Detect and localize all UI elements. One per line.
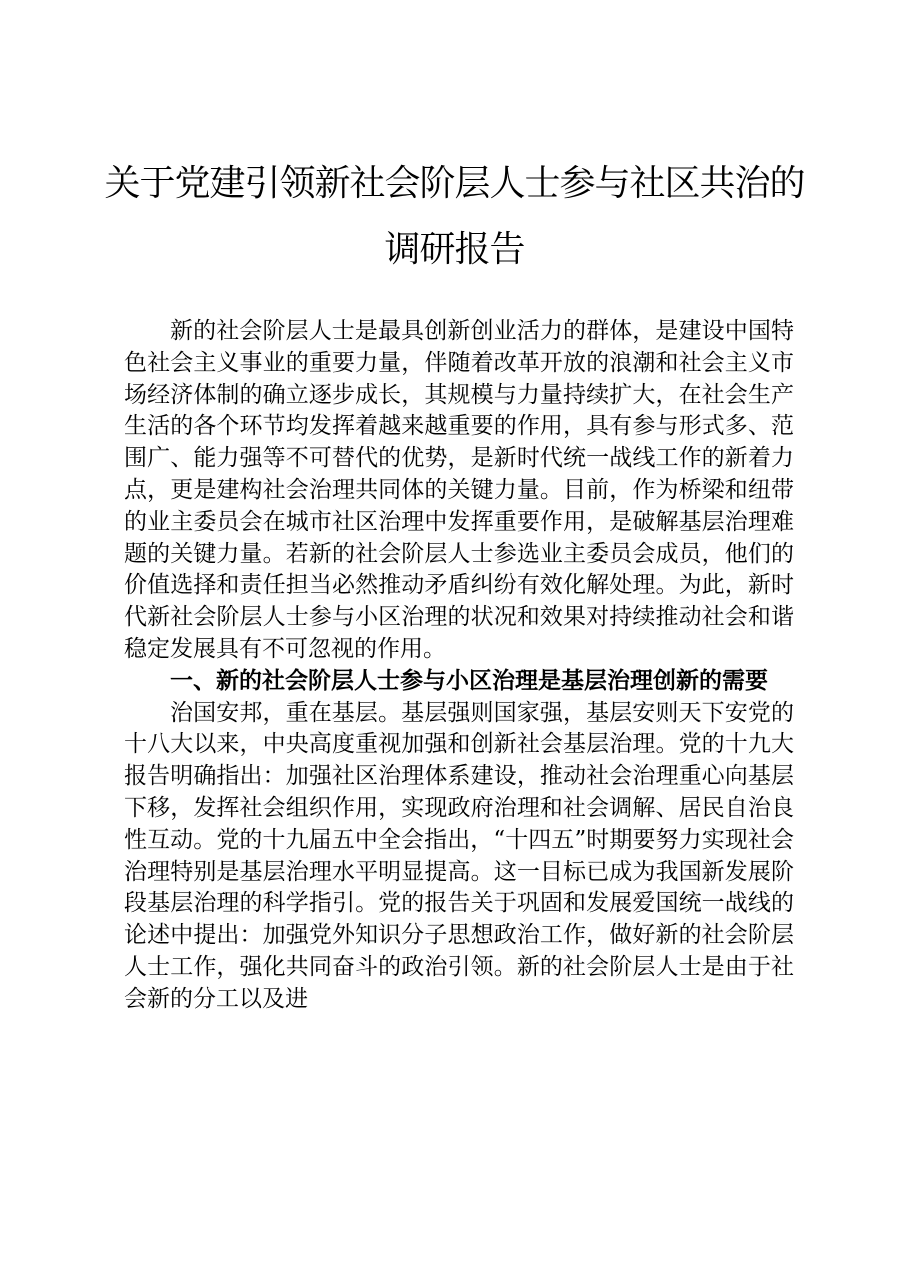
document-title-line-1: 关于党建引领新社会阶层人士参与社区共治的 — [104, 163, 805, 204]
body-paragraph-1: 新的社会阶层人士是最具创新创业活力的群体，是建设中国特色社会主义事业的重要力量，伴随着改革开放的浪潮和社会主义市场经济体制的确立逐步成长，其规模与力量持续扩大，在社会生产生活的各个环节均发挥着越来越重要的作用，具有参与形式多、范围广、能力强等不可替代的优势，是新时代统一战线工作的新着力点，更是建构社会治理共同体的关键力量。目前，作为桥梁和纽带的业主委员会在城市社区治理中发挥重要作用，是破解基层治理难题的关键力量。若新的社会阶层人士参选业主委员会成员，他们的价值选择和责任担当必然推动矛盾纠纷有效化解处理。为此，新时代新社会阶层人士参与小区治理的状况和效果对持续推动社会和谐稳定发展具有不可忽视的作用。 — [124, 318, 794, 662]
document-body — [124, 316, 794, 1016]
document-title-line-2: 调研报告 — [384, 229, 525, 270]
body-paragraph-2: 治国安邦，重在基层。基层强则国家强，基层安则天下安党的十八大以来，中央高度重视加强和创新社会基层治理。党的十九大报告明确指出：加强社区治理体系建设，推动社会治理重心向基层下移，发挥社会组织作用，实现政府治理和社会调解、居民自治良性互动。党的十九届五中全会指出，“十四五”时期要努力实现社会治理特别是基层治理水平明显提高。这一目标已成为我国新发展阶段基层治理的科学指引。党的报告关于巩固和发展爱国统一战线的论述中提出：加强党外知识分子思想政治工作，做好新的社会阶层人士工作，强化共同奋斗的政治引领。新的社会阶层人士是由于社会新的分工以及进 — [124, 699, 794, 1012]
section-heading-1: 一、新的社会阶层人士参与小区治理是基层治理创新的需要 — [170, 667, 768, 694]
